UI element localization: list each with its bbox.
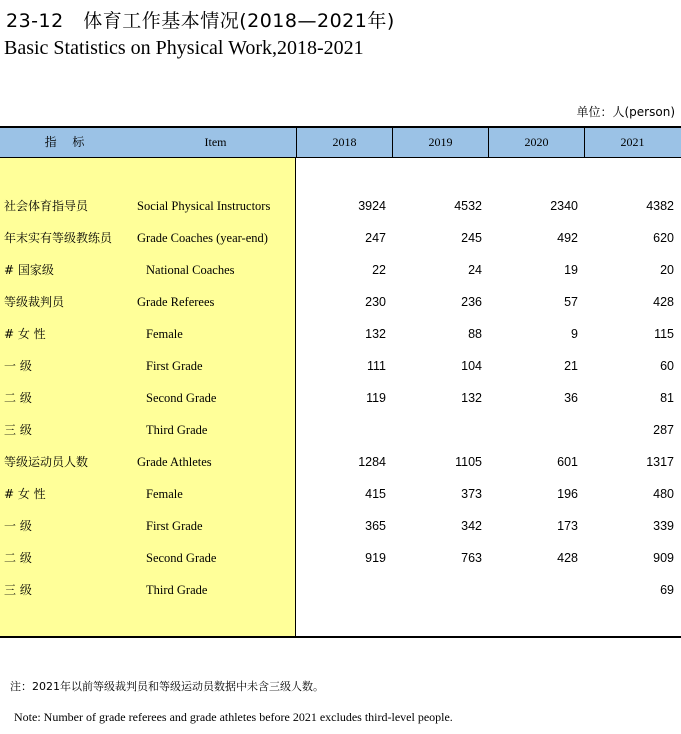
row-label-cn: 等级运动员人数 [4,455,89,469]
cell-value-2019: 4532 [454,199,482,213]
cell-value-2020: 19 [564,263,578,277]
cell-value-2020: 21 [564,359,578,373]
cell-value-2021: 1317 [646,455,674,469]
table-row [0,190,681,222]
cell-value-2020: 9 [571,327,578,341]
cell-value-2018: 365 [365,519,386,533]
cell-value-2019: 236 [461,295,482,309]
cell-value-2018: 919 [365,551,386,565]
note-zh: 注：2021年以前等级裁判员和等级运动员数据中未含三级人数。 [10,680,324,693]
row-label-en: Second Grade [146,391,217,405]
cell-value-2021: 480 [653,487,674,501]
cell-value-2018: 119 [366,391,386,405]
row-label-en: Third Grade [146,423,208,437]
row-label-cn: 二 级 [4,391,32,405]
table-row [0,446,681,478]
cell-value-2018: 132 [365,327,386,341]
row-label-cn: # 国家级 [4,263,54,277]
row-label-en: First Grade [146,519,203,533]
table-row [0,350,681,382]
cell-value-2020: 601 [557,455,578,469]
cell-value-2018: 3924 [358,199,386,213]
cell-value-2021: 339 [653,519,674,533]
cell-value-2021: 115 [654,327,674,341]
cell-value-2021: 287 [653,423,674,437]
cell-value-2020: 2340 [550,199,578,213]
row-label-cn: # 女 性 [4,487,46,501]
header-year-2020: 2020 [488,128,584,157]
row-label-en: Grade Referees [137,295,215,309]
table-row [0,510,681,542]
table-header [0,128,681,158]
cell-value-2020: 492 [557,231,578,245]
cell-value-2019: 104 [461,359,482,373]
row-label-en: Third Grade [146,583,208,597]
row-label-en: Female [146,327,183,341]
table-row [0,574,681,606]
cell-value-2019: 24 [468,263,482,277]
cell-value-2018: 247 [365,231,386,245]
cell-value-2021: 60 [660,359,674,373]
cell-value-2019: 88 [468,327,482,341]
cell-value-2021: 620 [653,231,674,245]
cell-value-2019: 132 [461,391,482,405]
cell-value-2018: 22 [372,263,386,277]
table-row [0,318,681,350]
cell-value-2019: 763 [461,551,482,565]
row-label-en: Female [146,487,183,501]
unit-label: 单位：人(person) [576,105,675,119]
cell-value-2018: 415 [365,487,386,501]
cell-value-2019: 342 [461,519,482,533]
row-label-cn: 二 级 [4,551,32,565]
cell-value-2019: 1105 [455,455,482,469]
row-label-cn: 社会体育指导员 [4,199,89,213]
cell-value-2018: 230 [365,295,386,309]
cell-value-2021: 69 [660,583,674,597]
table-title-en: Basic Statistics on Physical Work,2018-2021 [4,37,364,59]
table-row [0,382,681,414]
header-item-en: Item [204,135,227,149]
row-label-cn: 一 级 [4,519,32,533]
row-label-cn: 三 级 [4,583,32,597]
header-year-2019: 2019 [392,128,488,157]
row-label-cn: 一 级 [4,359,32,373]
cell-value-2021: 20 [660,263,674,277]
cell-value-2020: 57 [564,295,578,309]
cell-value-2020: 196 [557,487,578,501]
row-label-cn: 三 级 [4,423,32,437]
row-label-en: Grade Coaches (year-end) [137,231,268,245]
row-label-cn: # 女 性 [4,327,46,341]
cell-value-2020: 36 [564,391,578,405]
row-label-en: Second Grade [146,551,217,565]
table-row [0,414,681,446]
header-year-2018: 2018 [296,128,392,157]
cell-value-2021: 4382 [646,199,674,213]
cell-value-2019: 245 [461,231,482,245]
row-label-en: Grade Athletes [137,455,212,469]
cell-value-2020: 173 [557,519,578,533]
note-en: Note: Number of grade referees and grade athletes before 2021 excludes third-level people. [14,710,453,724]
table-title-zh: 23-12 体育工作基本情况(2018—2021年) [6,10,395,32]
table-row [0,286,681,318]
table-bottom-rule [0,636,681,638]
cell-value-2021: 81 [660,391,674,405]
row-label-cn: 等级裁判员 [4,295,65,309]
cell-value-2019: 373 [461,487,482,501]
table-row [0,222,681,254]
table-row [0,542,681,574]
table-row [0,478,681,510]
row-label-en: Social Physical Instructors [137,199,271,213]
header-year-2021: 2021 [584,128,680,157]
cell-value-2021: 428 [653,295,674,309]
cell-value-2018: 111 [366,359,386,373]
row-label-cn: 年末实有等级教练员 [4,231,113,245]
cell-value-2021: 909 [653,551,674,565]
cell-value-2018: 1284 [358,455,386,469]
row-label-en: National Coaches [146,263,235,277]
table-row [0,254,681,286]
header-indicator-cn: 指 标 [44,135,91,149]
cell-value-2020: 428 [557,551,578,565]
row-label-en: First Grade [146,359,203,373]
